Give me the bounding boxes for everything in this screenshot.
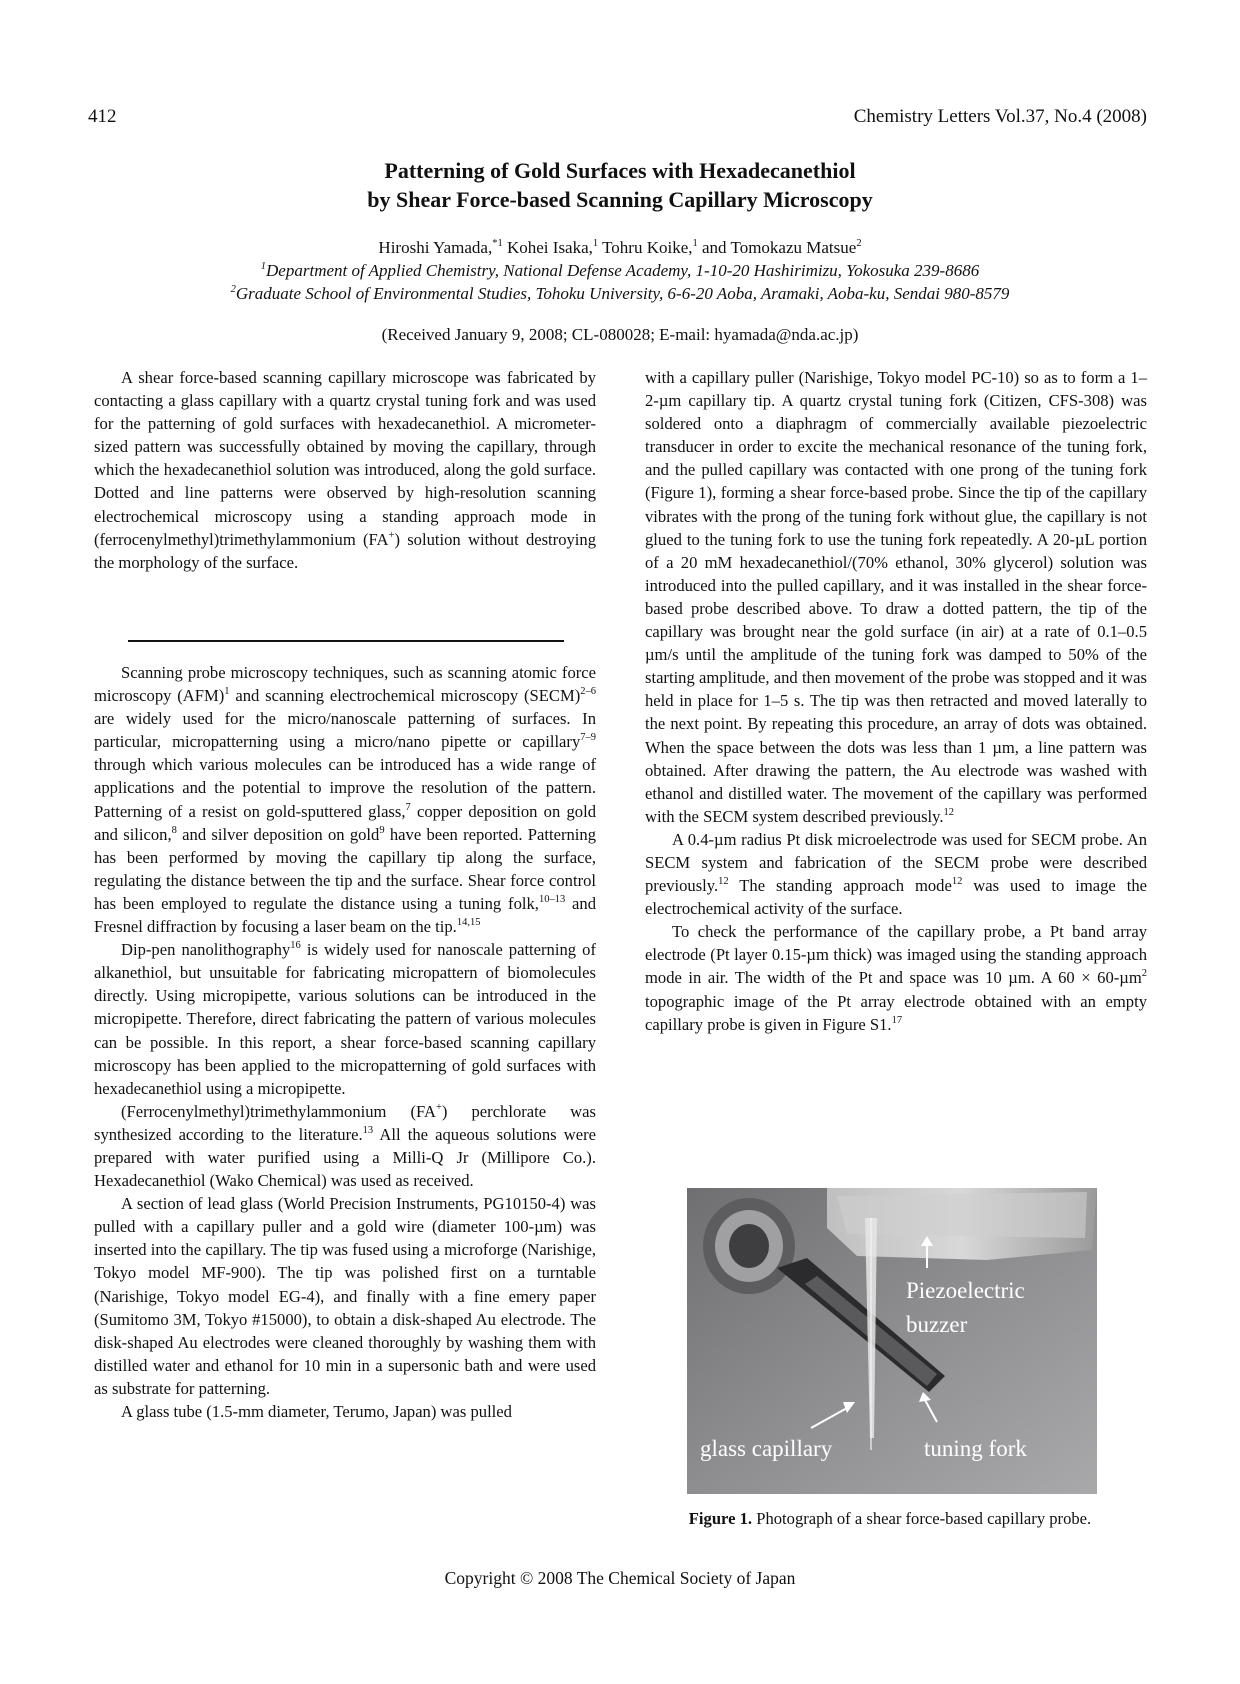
author-4: and Tomokazu Matsue (697, 238, 857, 257)
text-run: and scanning electrochemical microscopy (SECM) (229, 686, 581, 706)
paragraph-glass-tube: A glass tube (1.5-mm diameter, Terumo, Japan) was pulled (121, 1402, 512, 1421)
title-line-1: Patterning of Gold Surfaces with Hexadecanethiol (384, 158, 856, 183)
text-run: copper deposition on gold and silicon, (94, 801, 596, 844)
text-run: (Ferrocenylmethyl)trimethylammonium (FA (121, 1101, 436, 1121)
holder-screw-core (729, 1224, 769, 1268)
superscript: + (436, 1101, 442, 1113)
title-line-2: by Shear Force-based Scanning Capillary Microscopy (367, 187, 873, 212)
affiliation-2 (0, 282, 1240, 305)
label-piezo-line-1: Piezoelectric (906, 1278, 1025, 1303)
citation: 9 (379, 824, 385, 836)
label-glass-capillary: glass capillary (700, 1436, 833, 1461)
probe-photo-graphic (687, 1188, 1097, 1494)
abstract-sup: + (388, 529, 395, 541)
abstract-divider (128, 640, 564, 642)
citation: 12 (718, 876, 729, 888)
author-1-sup: *1 (492, 238, 503, 249)
copyright-footer: Copyright © 2008 The Chemical Society of Japan (444, 1568, 796, 1588)
author-2: Kohei Isaka, (502, 238, 593, 257)
figure-1-caption (620, 1509, 1160, 1529)
author-list (0, 236, 1240, 259)
paper-title (0, 156, 1240, 214)
text-run: and silver deposition on gold (176, 824, 380, 844)
citation: 8 (171, 824, 177, 836)
paragraph-probe (645, 366, 1147, 828)
author-4-sup: 2 (856, 238, 862, 249)
text-run: Dip-pen nanolithography (121, 940, 291, 960)
affiliation-2-sup: 2 (230, 284, 236, 295)
author-3-sup: 1 (692, 238, 698, 249)
citation: 16 (290, 940, 301, 952)
text-run: and Fresnel diffraction by focusing a laser beam on the tip. (94, 893, 596, 937)
right-column (645, 366, 1147, 1036)
journal-header: Chemistry Letters Vol.37, No.4 (2008) (853, 106, 1147, 127)
citation: 7 (405, 801, 411, 813)
text-run: through which various molecules can be introduced has a wide range of applications and the potential to improve the resolution of the pattern. Patterning of a resist on gold-sputtered glass, (94, 755, 596, 821)
author-3: Tohru Koike, (598, 238, 693, 257)
caption-label: Figure 1. (688, 1509, 753, 1528)
citation: 17 (891, 1014, 903, 1026)
citation: 12 (943, 806, 955, 818)
text-run: ) perchlorate was synthesized according to the literature. (94, 1101, 596, 1144)
text-run: topographic image of the Pt array electrode obtained with an empty capillary probe is given in Figure S1. (645, 991, 1147, 1034)
text-run: are widely used for the micro/nanoscale patterning of surfaces. In particular, micropatterning using a micro/nano pipette or capillary (94, 709, 596, 752)
text-run: All the aqueous solutions were prepared with water purified using a Milli-Q Jr (Millipore Co.). Hexadecanethiol (Wako Chemical) was used as received. (94, 1124, 596, 1191)
superscript: 2 (1141, 968, 1147, 980)
paragraph-dip-pen (94, 938, 596, 1100)
citation: 14,15 (456, 917, 481, 929)
text-run: with a capillary puller (Narishige, Tokyo model PC-10) so as to form a 1–2-µm capillary tip. A quartz crystal tuning fork (Citizen, CFS-308) was soldered onto a diaphragm of commercially available piezoelectric transducer in order to excite the mechanical resonance of the tuning fork, and the pulled capillary was contacted with one prong of the tuning fork (Figure 1), forming a shear force-based probe. Since the tip of the capillary vibrates with the prong of the tuning fork without glue, the capillary is not glued to the tuning fork to use the tuning fork repeatedly. A 20-µL portion of a 20 mM hexadecanethiol/(70% ethanol, 30% glycerol) solution was introduced into the pulled capillary, and it was installed in the shear force-based probe described above. To draw a dotted pattern, the tip of the capillary was brought near the gold surface (in air) at a rate of 0.1–0.5 µm/s until the amplitude of the tuning fork was damped to 50% of the starting amplitude, and then movement of the probe was stopped and it was held in place for 1–5 s. The tip was then retracted and moved laterally to the next point. By repeating this procedure, an array of dots was obtained. When the space between the dots was less than 1 µm, a line pattern was obtained. After drawing the pattern, the Au electrode was washed with ethanol and distilled water. The movement of the capillary was performed with the SECM system described previously. (645, 368, 1147, 826)
citation: 2–6 (580, 686, 596, 698)
paragraph-intro (94, 661, 596, 938)
left-column (94, 661, 596, 1423)
author-2-sup: 1 (592, 238, 599, 249)
text-run: have been reported. Patterning has been performed by moving the capillary tip along the surface, regulating the distance between the tip and the surface. Shear force control has been employed to regulate the distance using a tuning folk, (94, 824, 596, 913)
page-number: 412 (88, 106, 117, 127)
affiliation-2-text: Graduate School of Environmental Studies, Tohoku University, 6-6-20 Aoba, Aramaki, Aoba-ku, Sendai 980-8579 (235, 284, 1010, 303)
citation: 7–9 (580, 732, 596, 744)
paragraph-performance (645, 920, 1147, 1035)
text-run: Scanning probe microscopy techniques, such as scanning atomic force microscopy (AFM) (94, 663, 596, 706)
citation: 13 (362, 1124, 374, 1136)
caption-text: Photograph of a shear force-based capillary probe. (752, 1509, 1092, 1528)
abstract-text-1: A shear force-based scanning capillary microscope was fabricated by contacting a glass capillary with a quartz crystal tuning fork and was used for the patterning of gold surfaces with hexadecanethiol. A micrometer-sized pattern was successfully obtained by moving the capillary, through which the hexadecanethiol solution was introduced, along the gold surface. Dotted and line patterns were observed by high-resolution scanning electrochemical microscopy using a standing approach mode in (ferrocenylmethyl)trimethylammonium (FA (94, 368, 596, 549)
label-piezo-line-2: buzzer (906, 1312, 968, 1337)
text-run: is widely used for nanoscale patterning of alkanethiol, but unsuitable for fabricating micropattern of biomolecules directly. Using micropipette, various solutions can be introduced in the micropipette. Therefore, direct fabricating the pattern of various molecules can be possible. In this report, a shear force-based scanning capillary microscopy has been applied to the micropatterning of gold surfaces with hexadecanethiol using a micropipette. (94, 940, 596, 1098)
affiliation-1-sup: 1 (260, 261, 267, 272)
text-run: was used to image the electrochemical activity of the surface. (645, 876, 1147, 919)
citation: 12 (951, 876, 963, 888)
abstract-text-2: ) solution without destroying the morphology of the surface. (94, 529, 596, 572)
author-1: Hiroshi Yamada, (378, 238, 493, 257)
affiliation-1 (0, 259, 1240, 282)
paragraph-secm (645, 828, 1147, 920)
text-run: The standing approach mode (728, 876, 952, 896)
abstract (94, 366, 596, 574)
citation: 1 (224, 686, 230, 698)
received-line: (Received January 9, 2008; CL-080028; E-mail: hyamada@nda.ac.jp) (381, 325, 859, 344)
text-run: To check the performance of the capillary probe, a Pt band array electrode (Pt layer 0.15-µm thick) was imaged using the standing approach mode in air. The width of the Pt and space was 10 µm. A 60 × 60-µm (645, 922, 1147, 988)
citation: 10–13 (538, 893, 566, 905)
affiliation-1-text: Department of Applied Chemistry, National Defense Academy, 1-10-20 Hashirimizu, Yokosuka 239-8686 (266, 261, 980, 280)
text-run: A 0.4-µm radius Pt disk microelectrode was used for SECM probe. An SECM system and fabrication of the SECM probe were described previously. (645, 829, 1147, 896)
paragraph-electrode: A section of lead glass (World Precision Instruments, PG10150-4) was pulled with a capillary puller and a gold wire (diameter 100-µm) was inserted into the capillary. The tip was fused using a microforge (Narishige, Tokyo model MF-900). The tip was polished first on a turntable (Narishige, Tokyo model EG-4), and finally with a fine emery paper (Sumitomo 3M, Tokyo #15000), to obtain a disk-shaped Au electrode. The disk-shaped Au electrodes were cleaned thoroughly by washing them with distilled water and ethanol for 10 min in a supersonic bath and were used as substrate for patterning. (94, 1194, 596, 1398)
figure-1-photo (687, 1188, 1097, 1494)
label-tuning-fork: tuning fork (924, 1436, 1027, 1461)
paragraph-reagents (94, 1100, 596, 1192)
